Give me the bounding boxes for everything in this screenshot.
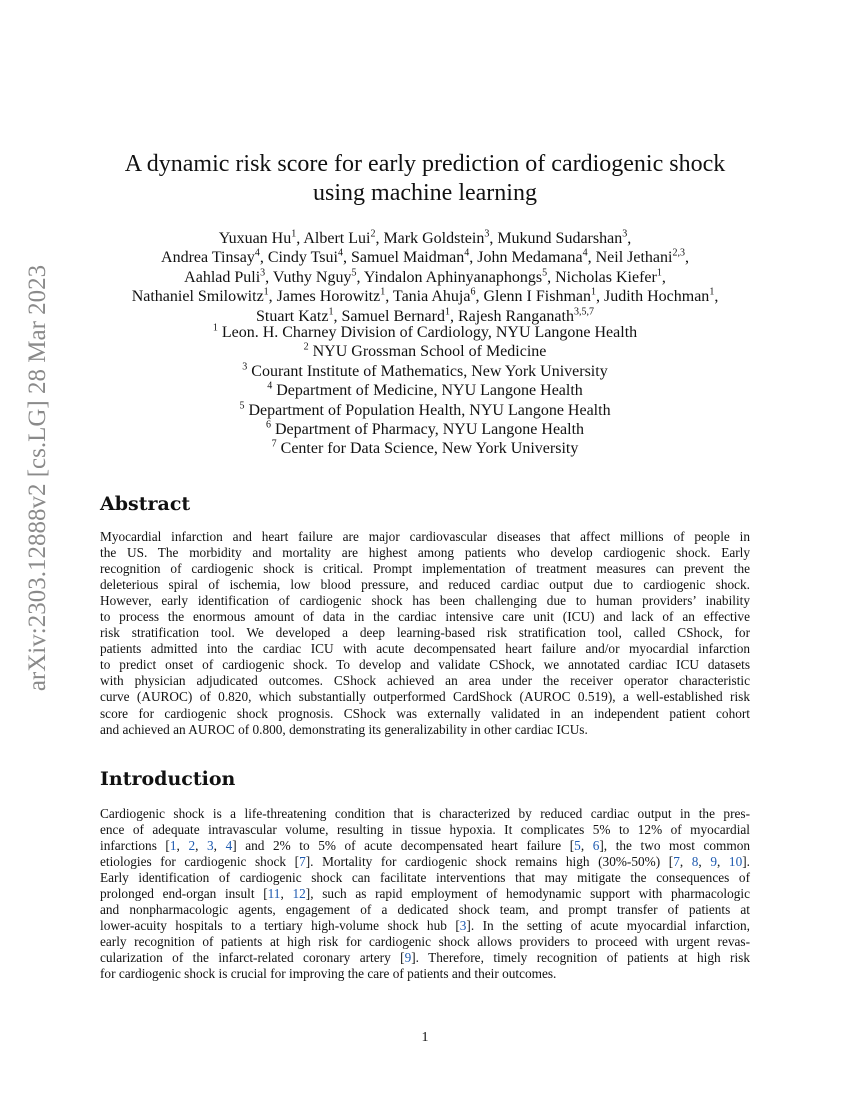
abstract-line: Myocardial infarction and heart failure are major cardiovascular diseases that affect millions of people in: [100, 529, 750, 544]
abstract-heading: Abstract: [100, 493, 191, 515]
introduction-line: Early identification of cardiogenic shock can facilitate interventions that may mitigate the consequences of: [100, 870, 750, 886]
author-line-5: Stuart Katz$^1$, Samuel Bernard$^1$, Rajesh Ranganath$^{3,5,7}$: [256, 306, 594, 325]
affiliation-list: [100, 323, 750, 459]
abstract-line: recognition of cardiogenic shock is critical. Prompt implementation of treatment measures can prevent the: [100, 561, 750, 577]
abstract-line: the US. The morbidity and mortality are highest among patients who develop cardiogenic shock. Early: [100, 545, 750, 561]
introduction-line: etiologies for cardiogenic shock [7]. Mortality for cardiogenic shock remains high (30%-50%) [7, 8, 9, 10].: [100, 854, 750, 870]
author-list: [100, 229, 750, 326]
affiliation-text: Department of Population Health, NYU Langone Health: [244, 401, 611, 419]
introduction-line: and nonpharmacologic agents, engagement of a dedicated shock team, and prompt transfer of patients at: [100, 902, 750, 918]
affiliation-text: Leon. H. Charney Division of Cardiology, NYU Langone Health: [217, 324, 638, 341]
affiliation-2: [100, 342, 750, 361]
affiliation-number: 1: [212, 322, 218, 334]
introduction-heading: Introduction: [100, 768, 236, 790]
abstract-line: risk stratification tool. We developed a deep learning-based risk stratification tool, called CShock, for: [100, 625, 750, 641]
affiliation-number: 3: [242, 361, 248, 373]
affiliation-3: [100, 362, 750, 381]
abstract-line: and achieved an AUROC of 0.800, demonstrating its generalizability in other cardiac ICUs.: [100, 721, 588, 737]
introduction-line: prolonged end-organ insult [11, 12], such as rapid employment of hemodynamic support with pharmacologic: [100, 886, 751, 902]
affiliation-number: 4: [267, 380, 273, 392]
affiliation-1: [100, 323, 750, 342]
introduction-line: Cardiogenic shock is a life-threatening condition that is characterized by reduced cardiac output in the pres-: [100, 806, 750, 821]
abstract-line: curve (AUROC) of 0.820, which substantially outperformed CardShock (AUROC 0.519), a well-established risk: [100, 689, 750, 705]
introduction-line: ence of adequate intravascular volume, resulting in tissue hypoxia. It complicates 5% to 12% of myocardial: [100, 822, 750, 838]
affiliation-text: Department of Medicine, NYU Langone Health: [272, 382, 583, 400]
abstract-line: to process the enormous amount of data in the cardiac intensive care unit (ICU) and lack of an effective: [100, 609, 750, 625]
affiliation-text: Department of Pharmacy, NYU Langone Health: [270, 421, 585, 439]
arxiv-stamp-text: arXiv:2303.12888v2 [cs.LG] 28 Mar 2023: [24, 264, 51, 691]
introduction-line: for cardiogenic shock is crucial for improving the care of patients and their outcomes.: [100, 966, 557, 982]
abstract-line: with physician adjudicated outcomes. CShock achieved an area under the receiver operator characteristic: [100, 673, 750, 689]
author-line-2: Andrea Tinsay$^4$, Cindy Tsui$^4$, Samuel Maidman$^4$, John Medamana$^4$, Neil Jethani$^{2,3}$,: [161, 248, 689, 267]
abstract-line: score for cardiogenic shock prognosis. CShock was externally validated in an independent patient cohort: [100, 705, 750, 721]
affiliation-text: NYU Grossman School of Medicine: [308, 343, 547, 361]
affiliation-number: 6: [265, 419, 271, 431]
affiliation-number: 5: [239, 400, 245, 412]
affiliation-text: Center for Data Science, New York University: [276, 440, 579, 458]
abstract-line: to predict onset of cardiogenic shock. To develop and validate CShock, we annotated cardiac ICU datasets: [100, 657, 750, 673]
abstract-body: [100, 529, 750, 738]
introduction-line: early recognition of patients at high risk for cardiogenic shock allows providers to proceed with urgent revas-: [100, 934, 750, 950]
title-line-1: A dynamic risk score for early prediction of cardiogenic shock: [124, 151, 726, 177]
author-line-1: Yuxuan Hu$^1$, Albert Lui$^2$, Mark Goldstein$^3$, Mukund Sudarshan$^3$,: [218, 228, 632, 247]
abstract-line: deleterious spiral of ischemia, low blood pressure, and reduced cardiac output due to cardiogenic shock.: [100, 577, 750, 593]
introduction-line: infarctions [1, 2, 3, 4] and 2% to 5% of acute decompensated heart failure [5, 6], the two most common: [100, 838, 751, 854]
affiliation-number: 7: [271, 439, 277, 451]
introduction-line: cularization of the infarct-related coronary artery [9]. Therefore, timely recognition of patients at high risk: [100, 950, 750, 966]
affiliation-5: [100, 401, 750, 420]
affiliation-number: 2: [303, 342, 309, 354]
arxiv-stamp: [15, 264, 61, 691]
paper-title: [100, 150, 750, 208]
introduction-body: [100, 806, 750, 983]
affiliation-7: [100, 439, 750, 458]
abstract-line: patients admitted into the cardiac ICU with acute decompensated heart failure and/or myocardial infarction: [100, 641, 750, 657]
page-number: 1: [421, 1030, 429, 1045]
abstract-line: However, early identification of cardiogenic shock has been challenging due to human providers’ inability: [100, 593, 750, 609]
introduction-line: lower-acuity hospitals to a tertiary high-volume shock hub [3]. In the setting of acute myocardial infarction,: [100, 918, 750, 934]
author-line-4: Nathaniel Smilowitz$^1$, James Horowitz$^1$, Tania Ahuja$^6$, Glenn I Fishman$^1$, Judith Hochman$^1$,: [131, 286, 719, 306]
affiliation-text: Courant Institute of Mathematics, New York University: [247, 362, 608, 380]
author-line-3: Aahlad Puli$^3$, Vuthy Nguy$^5$, Yindalon Aphinyanaphongs$^5$, Nicholas Kiefer$^1$,: [184, 267, 666, 286]
affiliation-6: [100, 420, 750, 439]
title-line-2: using machine learning: [313, 180, 537, 206]
affiliation-4: [100, 381, 750, 400]
